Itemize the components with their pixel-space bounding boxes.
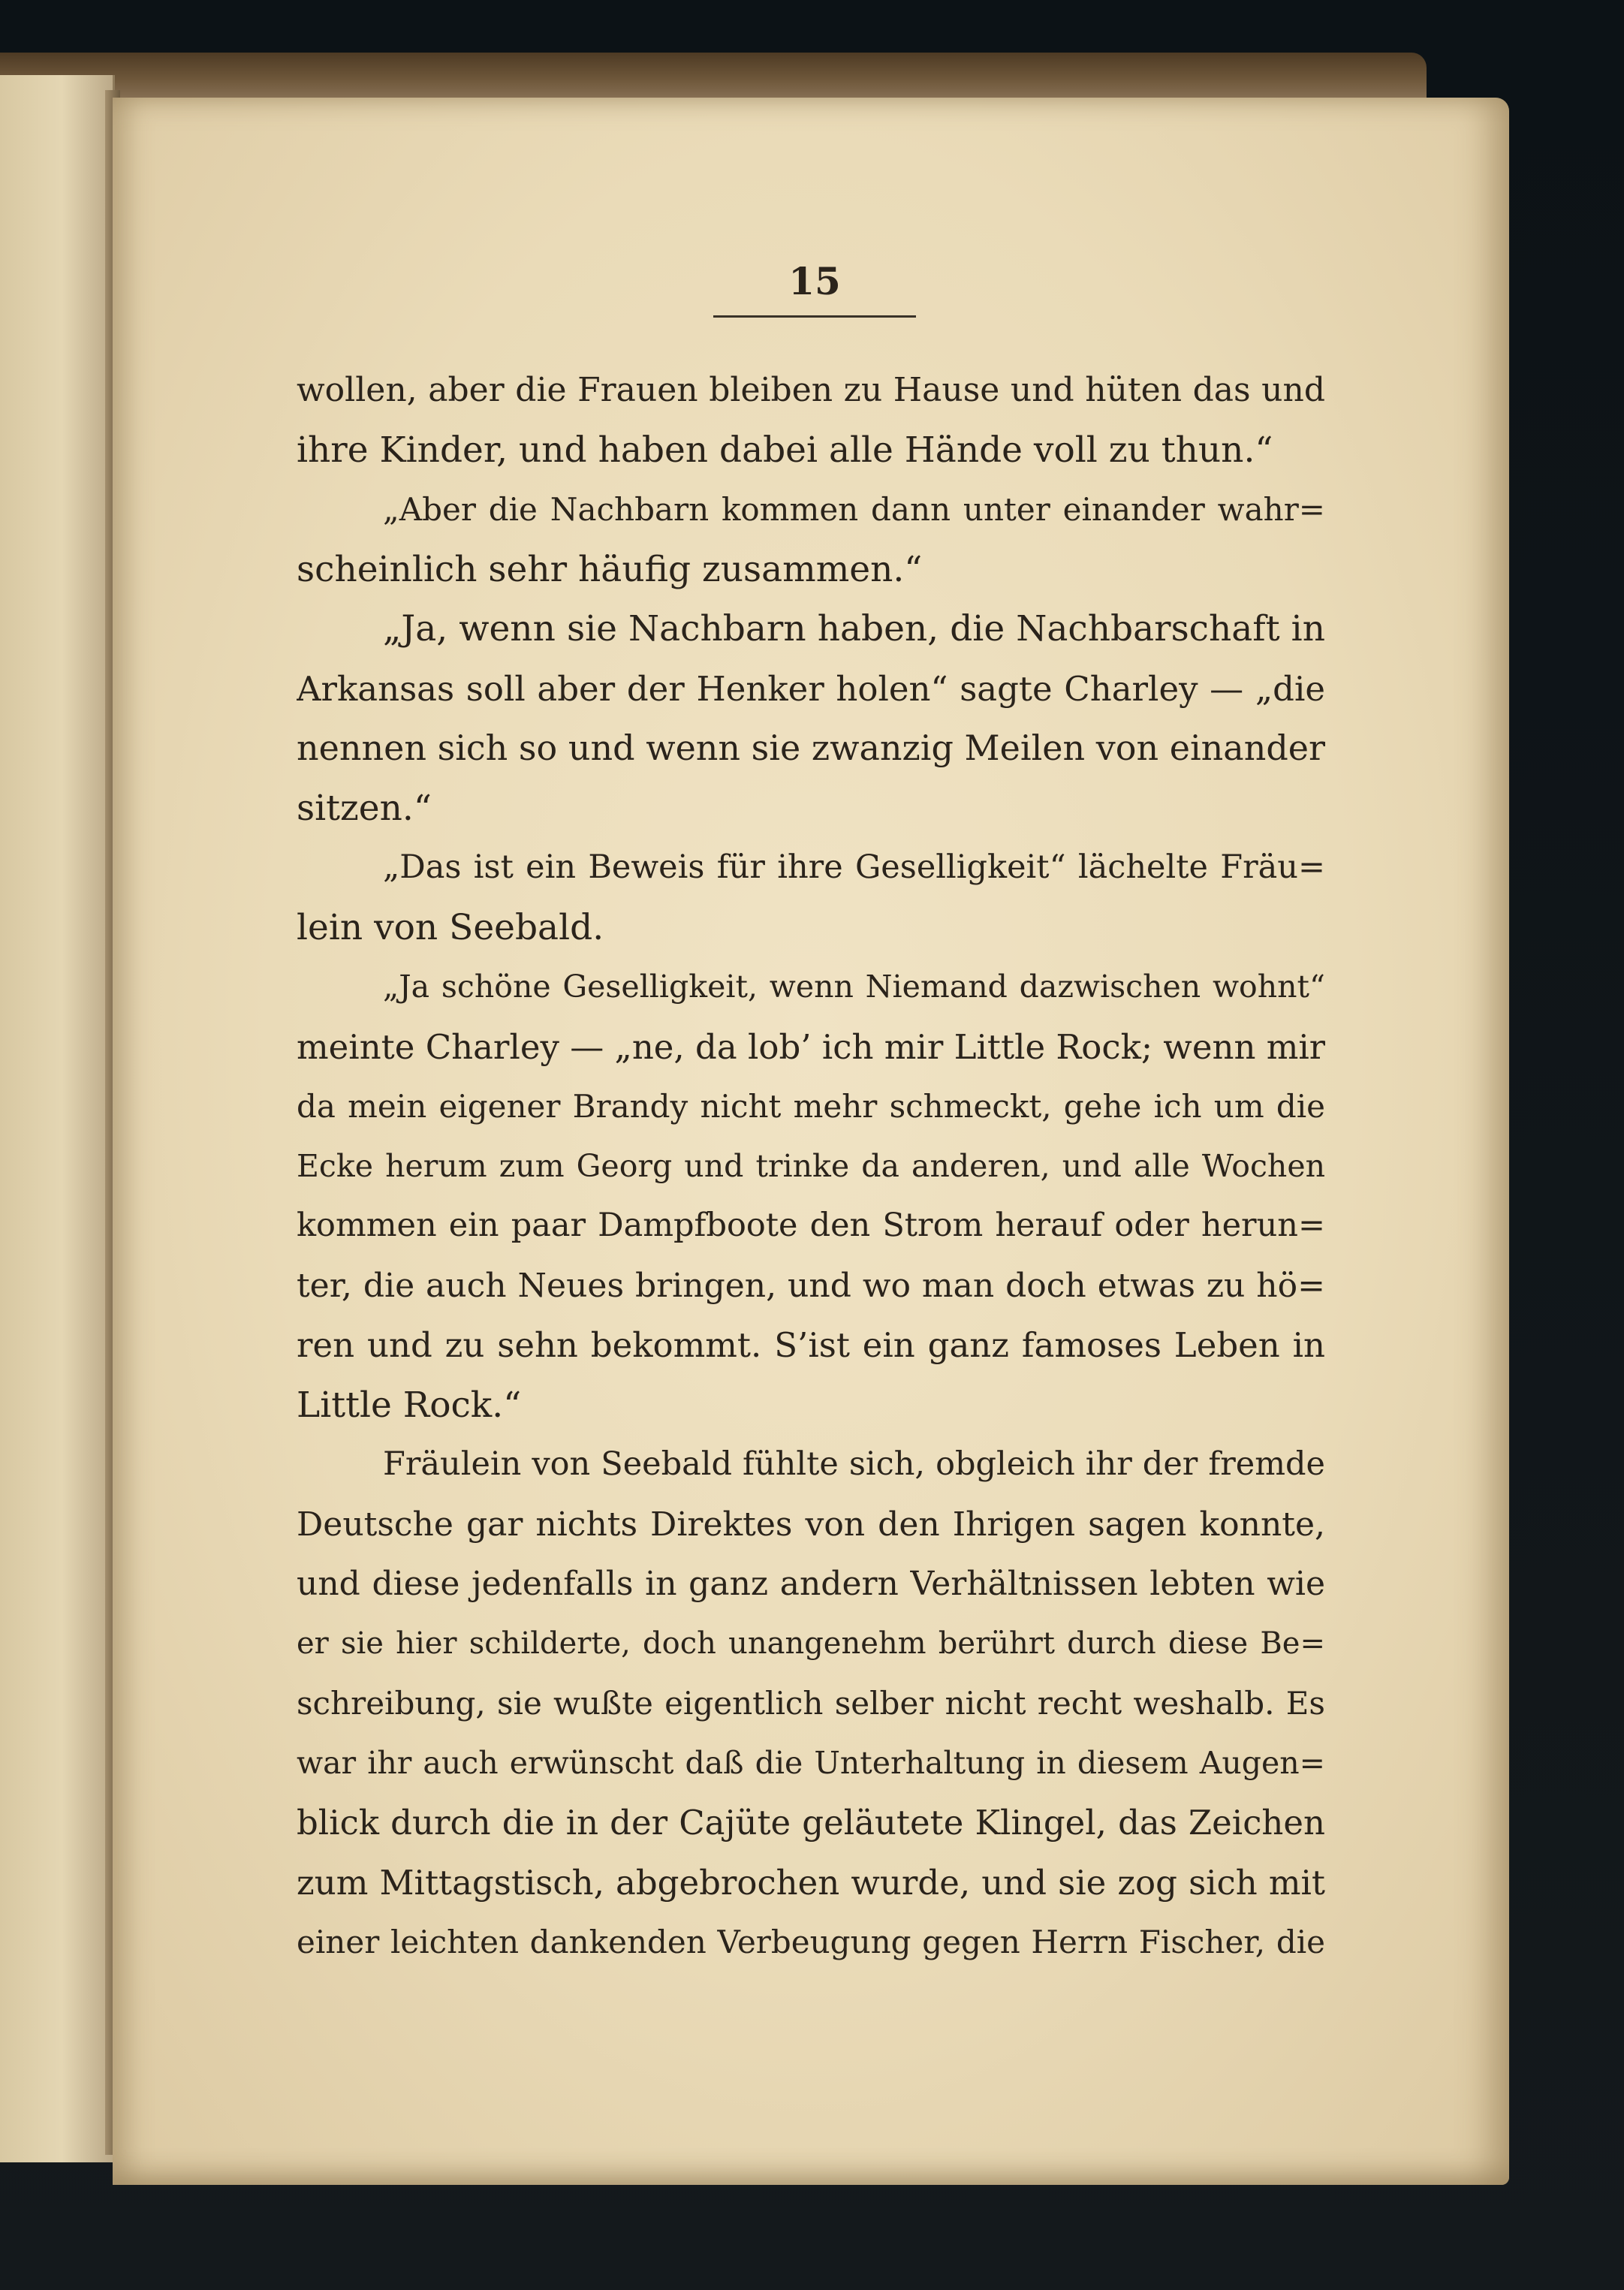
text-line: Ecke herum zum Georg und trinke da anderen, und alle Wochen (297, 1147, 1325, 1184)
text-line: „Ja, wenn sie Nachbarn haben, die Nachbarschaft in (383, 608, 1325, 649)
text-line: war ihr auch erwünscht daß die Unterhaltung in diesem Augen= (297, 1744, 1325, 1781)
page-number: 15 (788, 259, 841, 303)
text-line: nennen sich so und wenn sie zwanzig Meilen von einander (297, 728, 1325, 768)
text-line: meinte Charley — „ne, da lob’ ich mir Little Rock; wenn mir (297, 1026, 1325, 1067)
left-page-sliver (0, 75, 115, 2162)
text-line: er sie hier schilderte, doch unangenehm berührt durch diese Be= (297, 1626, 1325, 1661)
text-line: blick durch die in der Cajüte geläutete Klingel, das Zeichen (297, 1803, 1325, 1843)
page-number-rule (713, 315, 916, 318)
text-line: Little Rock.“ (297, 1384, 522, 1426)
text-line: sitzen.“ (297, 787, 432, 829)
text-line: ren und zu sehn bekommt. S’ist ein ganz famoses Leben in (297, 1325, 1325, 1365)
text-line: einer leichten dankenden Verbeugung gegen Herrn Fischer, die (297, 1924, 1325, 1960)
text-line: „Ja schöne Geselligkeit, wenn Niemand dazwischen wohnt“ (383, 969, 1325, 1005)
text-line: ter, die auch Neues bringen, und wo man doch etwas zu hö= (297, 1266, 1325, 1305)
text-line: lein von Seebald. (297, 906, 604, 948)
text-line: kommen ein paar Dampfboote den Strom herauf oder herun= (297, 1207, 1325, 1244)
text-line: Arkansas soll aber der Henker holen“ sagte Charley — „die (297, 668, 1325, 709)
text-line: schreibung, sie wußte eigentlich selber nicht recht weshalb. Es (297, 1685, 1325, 1722)
text-line: und diese jedenfalls in ganz andern Verhältnissen lebten wie (297, 1565, 1325, 1603)
body-text (297, 360, 1325, 1972)
text-line: da mein eigener Brandy nicht mehr schmeckt, gehe ich um die (297, 1088, 1325, 1125)
text-line: scheinlich sehr häufig zusammen.“ (297, 548, 923, 590)
text-line: ihre Kinder, und haben dabei alle Hände voll zu thun.“ (297, 429, 1273, 471)
text-line: „Aber die Nachbarn kommen dann unter einander wahr= (383, 491, 1325, 528)
text-line: Fräulein von Seebald fühlte sich, obgleich ihr der fremde (383, 1445, 1325, 1483)
text-line: zum Mittagstisch, abgebrochen wurde, und sie zog sich mit (297, 1862, 1325, 1903)
book-top-edge (0, 53, 1427, 101)
text-line: Deutsche gar nichts Direktes von den Ihrigen sagen konnte, (297, 1505, 1325, 1544)
text-line: „Das ist ein Beweis für ihre Geselligkeit“ lächelte Fräu= (383, 848, 1325, 886)
text-line: wollen, aber die Frauen bleiben zu Hause und hüten das und (297, 371, 1325, 409)
